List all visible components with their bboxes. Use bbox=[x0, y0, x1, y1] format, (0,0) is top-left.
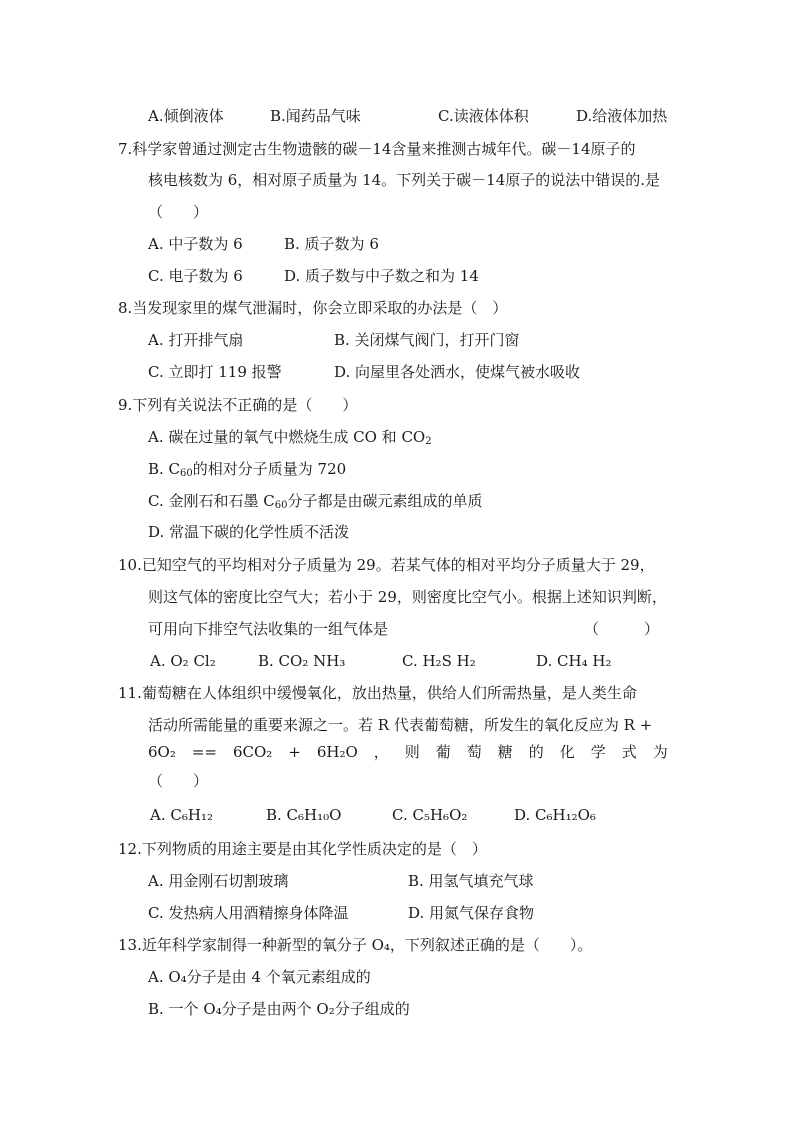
q13-stem: 13.近年科学家制得一种新型的氧分子 O₄，下列叙述正确的是（ ）。 bbox=[118, 936, 593, 954]
q10-option-b: B. CO₂ NH₃ bbox=[258, 652, 346, 670]
q11-eq-token: == bbox=[191, 743, 217, 761]
q13-option-b: B. 一个 O₄分子是由两个 O₂分子组成的 bbox=[148, 1000, 410, 1018]
q9-option-a-subscript: 2 bbox=[425, 436, 432, 447]
q11-stem-line3 bbox=[148, 742, 668, 762]
q9-stem: 9.下列有关说法不正确的是（ ） bbox=[118, 396, 358, 414]
q6-option-a: A.倾倒液体 bbox=[148, 107, 224, 125]
q9-option-b bbox=[148, 459, 346, 479]
q11-eq-token: 化 bbox=[559, 743, 575, 761]
q12-option-a: A. 用金刚石切割玻璃 bbox=[148, 872, 289, 890]
q9-option-d: D. 常温下碳的化学性质不活泼 bbox=[148, 523, 350, 541]
q9-option-a-text: A. 碳在过量的氧气中燃烧生成 CO 和 CO bbox=[148, 428, 426, 446]
q7-stem-line2: 核电核数为 6，相对原子质量为 14。下列关于碳－14原子的说法中错误的.是 bbox=[148, 171, 661, 189]
q11-eq-token: ， bbox=[373, 743, 389, 761]
q10-option-c: C. H₂S H₂ bbox=[402, 652, 476, 670]
q8-stem: 8.当发现家里的煤气泄漏时，你会立即采取的办法是（ ） bbox=[118, 299, 508, 317]
q10-answer-paren: （ ） bbox=[584, 620, 660, 638]
q11-eq-token: 6O₂ bbox=[148, 743, 176, 761]
q9-option-c-subscript: 60 bbox=[274, 500, 288, 511]
q12-option-c: C. 发热病人用酒精擦身体降温 bbox=[148, 904, 349, 922]
q7-stem-line1: 7.科学家曾通过测定古生物遗骸的碳－14含量来推测古城年代。碳－14原子的 bbox=[118, 140, 636, 158]
q11-eq-token: + bbox=[288, 743, 301, 761]
q12-option-d: D. 用氮气保存食物 bbox=[408, 904, 535, 922]
q7-option-c: C. 电子数为 6 bbox=[148, 267, 243, 285]
q11-eq-token: 6H₂O bbox=[316, 743, 358, 761]
q7-option-b: B. 质子数为 6 bbox=[284, 235, 379, 253]
q11-option-b: B. C₆H₁₀O bbox=[266, 806, 342, 824]
q10-option-d: D. CH₄ H₂ bbox=[536, 652, 612, 670]
q9-option-b-text-rest: 的相对分子质量为 720 bbox=[192, 460, 347, 478]
q11-eq-token: 式 bbox=[621, 743, 637, 761]
q9-option-c-text: C. 金刚石和石墨 C bbox=[148, 492, 275, 510]
q11-eq-token: 6CO₂ bbox=[232, 743, 273, 761]
q9-option-c bbox=[148, 491, 482, 511]
q11-stem-line2: 活动所需能量的重要来源之一。若 R 代表葡萄糖，所发生的氧化反应为 R + bbox=[148, 716, 653, 734]
q12-option-b: B. 用氢气填充气球 bbox=[408, 872, 534, 890]
q9-option-b-subscript: 60 bbox=[180, 468, 193, 479]
q11-eq-token: 为 bbox=[652, 743, 668, 761]
q8-option-d: D. 向屋里各处洒水，使煤气被水吸收 bbox=[334, 363, 581, 381]
q12-stem: 12.下列物质的用途主要是由其化学性质决定的是（ ） bbox=[118, 840, 487, 858]
q11-answer-paren: （ ） bbox=[148, 772, 209, 790]
q10-stem-line1: 10.已知空气的平均相对分子质量为 29。若某气体的相对平均分子质量大于 29， bbox=[118, 556, 655, 574]
q11-stem-line1: 11.葡萄糖在人体组织中缓慢氧化，放出热量，供给人们所需热量，是人类生命 bbox=[118, 684, 637, 702]
q11-eq-token: 学 bbox=[590, 743, 606, 761]
q11-eq-token: 糖 bbox=[497, 743, 513, 761]
q6-option-c: C.读液体体积 bbox=[438, 107, 529, 125]
q13-option-a: A. O₄分子是由 4 个氧元素组成的 bbox=[148, 968, 371, 986]
q10-stem-line2: 则这气体的密度比空气大；若小于 29，则密度比空气小。根据上述知识判断， bbox=[148, 588, 667, 606]
q7-option-a: A. 中子数为 6 bbox=[148, 235, 243, 253]
q8-option-b: B. 关闭煤气阀门，打开门窗 bbox=[334, 331, 520, 349]
q8-option-c: C. 立即打 119 报警 bbox=[148, 363, 282, 381]
q9-option-c-text-rest: 分子都是由碳元素组成的单质 bbox=[287, 492, 483, 510]
q10-stem-line3-text: 可用向下排空气法收集的一组气体是 bbox=[148, 620, 389, 638]
q8-option-a: A. 打开排气扇 bbox=[148, 331, 244, 349]
q10-option-a: A. O₂ Cl₂ bbox=[150, 652, 216, 670]
q9-option-b-text: B. C bbox=[148, 460, 181, 478]
q7-answer-paren: （ ） bbox=[148, 203, 209, 221]
q11-eq-token: 萄 bbox=[466, 743, 482, 761]
q11-option-d: D. C₆H₁₂O₆ bbox=[514, 806, 596, 824]
q7-option-d: D. 质子数与中子数之和为 14 bbox=[284, 267, 479, 285]
q11-eq-token: 则 bbox=[404, 743, 420, 761]
q11-option-a: A. C₆H₁₂ bbox=[150, 806, 213, 824]
q11-eq-token: 的 bbox=[528, 743, 544, 761]
q6-option-d: D.给液体加热 bbox=[576, 107, 668, 125]
q9-option-a bbox=[148, 427, 432, 447]
q11-option-c: C. C₅H₆O₂ bbox=[392, 806, 468, 824]
q11-eq-token: 葡 bbox=[435, 743, 451, 761]
q6-option-b: B.闻药品气味 bbox=[270, 107, 361, 125]
